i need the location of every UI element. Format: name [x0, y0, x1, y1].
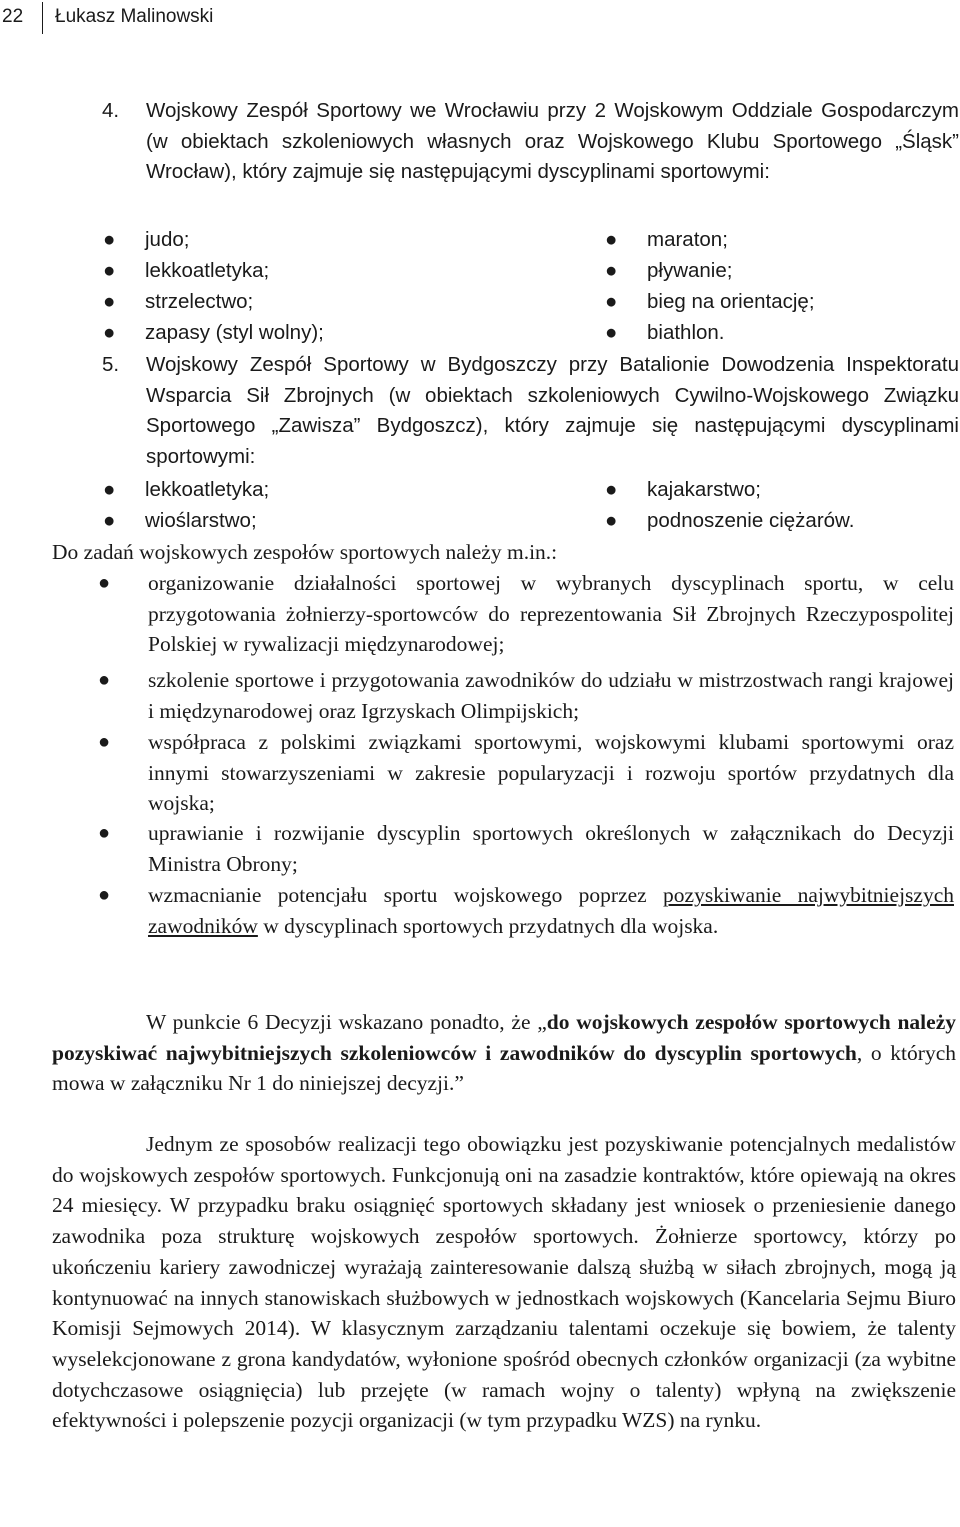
underlined-phrase: pozyskiwanie najwybitniejszych zawodników: [148, 883, 954, 938]
bullet-icon: ●: [605, 321, 618, 344]
bullet-icon: ●: [103, 509, 116, 532]
bullet-icon: ●: [98, 822, 111, 844]
bullet-icon: ●: [103, 478, 116, 501]
document-page: 22 Łukasz Malinowski 4. Wojskowy Zespół Sportowy we Wrocławiu przy 2 Wojskowym Oddziale Gospodarczym (w obiektach szkoleniowych własnych oraz Wojskowego Klubu Sportowego „Śląsk” Wrocław), który zajmuje się następującymi dyscyplinami sportowymi: ● judo; ● lekkoatletyka; ● strzelectwo; ● zapasy (styl wolny); ● maraton; ● pływanie; ● bieg na orientację; ● biathlon. 5. Wojskowy Zespół Sportowy w Bydgoszczy przy Batalionie Dowodzenia Inspektoratu Wsparcia Sił Zbrojnych (w obiektach szkoleniowych Cywilno-Wojskowego Związku Sportowego „Zawisza” Bydgoszcz), który zajmuje się następującymi dyscyplinami sportowymi: ● lekkoatletyka; ● wioślarstwo; ● kajakarstwo; ● podnoszenie ciężarów. Do zadań wojskowych zespołów sportowych należy m.in.: ● organizowanie działalności sportowej w wybranych dyscyplinach sportu, w celu przygotowania żołnierzy-sportowców do reprezentowania Sił Zbrojnych Rzeczypospolitej Polskiej w rywalizacji międzynarodowej; ● szkolenie sportowe i przygotowania zawodników do udziału w mistrzostwach rangi krajowej i międzynarodowej oraz Igrzyskach Olimpijskich; ● współpraca z polskimi związkami sportowymi, wojskowymi klubami sportowymi oraz innymi stowarzyszeniami w zakresie popularyzacji i rozwoju sportów przydatnych dla wojska; ● uprawianie i rozwijanie dyscyplin sportowych określonych w załącznikach do Decyzji Ministra Obrony; ● wzmacnianie potencjału sportu wojskowego poprzez pozyskiwanie najwybitniejszych zawodników w dyscyplinach sportowych przydatnych dla wojska. W punkcie 6 Decyzji wskazano ponadto, że „do wojskowych zespołów sportowych należy pozyskiwać najwybitniejszych szkoleniowców i zawodników do dyscyplin sportowych, o których mowa w załączniku Nr 1 do niniejszej decyzji.” Jednym ze sposobów realizacji tego obowiązku jest pozyskiwanie potencjalnych medalistów do wojskowych zespołów sportowych. Funkcjonują oni na zasadzie kontraktów, które opiewają na okres 24 miesięcy. W przypadku braku osiągnięć sportowych składany jest wniosek o przeniesienie danego zawodnika poza strukturę wojskowych zespołów sportowych. Żołnierze sportowcy, którzy po ukończeniu kariery zawodniczej wyrażają zainteresowanie dalszą służbą w siłach zbrojnych, mogą ją kontynuować na innych stanowiskach służbowych w jednostkach wojskowych (Kancelaria Sejmu Biuro Komisji Sejmowych 2014). W klasycznym zarządzaniu talentami oczekuje się bowiem, że talenty wyselekcjonowane z grona kandydatów, wyłonione spośród obecnych członków organizacji (za wybitne dotychczasowe osiągnięcia) lub przejęte (w ramach wojny o talenty) wpłyną na zwiększenie efektywności i polepszenie pozycji organizacji (w tym przypadku WZS) na rynku.: [0, 0, 960, 1527]
paragraph: W punkcie 6 Decyzji wskazano ponadto, że „do wojskowych zespołów sportowych należy pozyskiwać najwybitniejszych szkoleniowców i zawodników do dyscyplin sportowych, o których mowa w załączniku Nr 1 do niniejszej decyzji.”: [52, 1010, 956, 1096]
bullet-icon: ●: [605, 478, 618, 501]
bold-quote: do wojskowych zespołów sportowych należy pozyskiwać najwybitniejszych szkoleniowców i zawodników do dyscyplin sportowych: [52, 1010, 956, 1065]
bullet-icon: ●: [605, 228, 618, 251]
bullet-icon: ●: [103, 259, 116, 282]
bullet-icon: ●: [605, 509, 618, 532]
item-number: 5.: [102, 353, 120, 376]
bullet-icon: ●: [103, 321, 116, 344]
bullet-icon: ●: [98, 669, 111, 691]
running-author: Łukasz Malinowski: [55, 6, 214, 27]
item-text: Wojskowy Zespół Sportowy w Bydgoszczy przy Batalionie Dowodzenia Inspektoratu Wsparcia Sił Zbrojnych (w obiektach szkoleniowych Cywilno-Wojskowego Związku Sportowego „Zawisza” Bydgoszcz), który zajmuje się następującymi dyscyplinami sportowymi:: [146, 353, 959, 468]
tasks-intro: Do zadań wojskowych zespołów sportowych należy m.in.:: [52, 540, 558, 564]
page-number: 22: [2, 6, 24, 27]
item-number: 4.: [102, 99, 120, 122]
header-divider: [42, 2, 43, 34]
paragraph: Jednym ze sposobów realizacji tego obowiązku jest pozyskiwanie potencjalnych medalistów do wojskowych zespołów sportowych. Funkcjonują oni na zasadzie kontraktów, które opiewają na okres 24 miesięcy. W przypadku braku osiągnięć sportowych składany jest wniosek o przeniesienie danego zawodnika poza strukturę wojskowych zespołów sportowych. Żołnierze sportowcy, którzy po ukończeniu kariery zawodniczej wyrażają zainteresowanie dalszą służbą w siłach zbrojnych, mogą ją kontynuować na innych stanowiskach służbowych w jednostkach wojskowych (Kancelaria Sejmu Biuro Komisji Sejmowych 2014). W klasycznym zarządzaniu talentami oczekuje się bowiem, że talenty wyselekcjonowane z grona kandydatów, wyłonione spośród obecnych członków organizacji (za wybitne dotychczasowe osiągnięcia) lub przejęte (w ramach wojny o talenty) wpłyną na zwiększenie efektywności i polepszenie pozycji organizacji (w tym przypadku WZS) na rynku.: [52, 1132, 956, 1433]
bullet-icon: ●: [605, 290, 618, 313]
bullet-icon: ●: [103, 228, 116, 251]
bullet-icon: ●: [103, 290, 116, 313]
bullet-icon: ●: [98, 884, 111, 906]
bullet-icon: ●: [605, 259, 618, 282]
bullet-icon: ●: [98, 572, 111, 594]
item-text: Wojskowy Zespół Sportowy we Wrocławiu przy 2 Wojskowym Oddziale Gospodarczym (w obiektach szkoleniowych własnych oraz Wojskowego Klubu Sportowego „Śląsk” Wrocław), który zajmuje się następującymi dyscyplinami sportowymi:: [146, 99, 959, 183]
bullet-icon: ●: [98, 731, 111, 753]
